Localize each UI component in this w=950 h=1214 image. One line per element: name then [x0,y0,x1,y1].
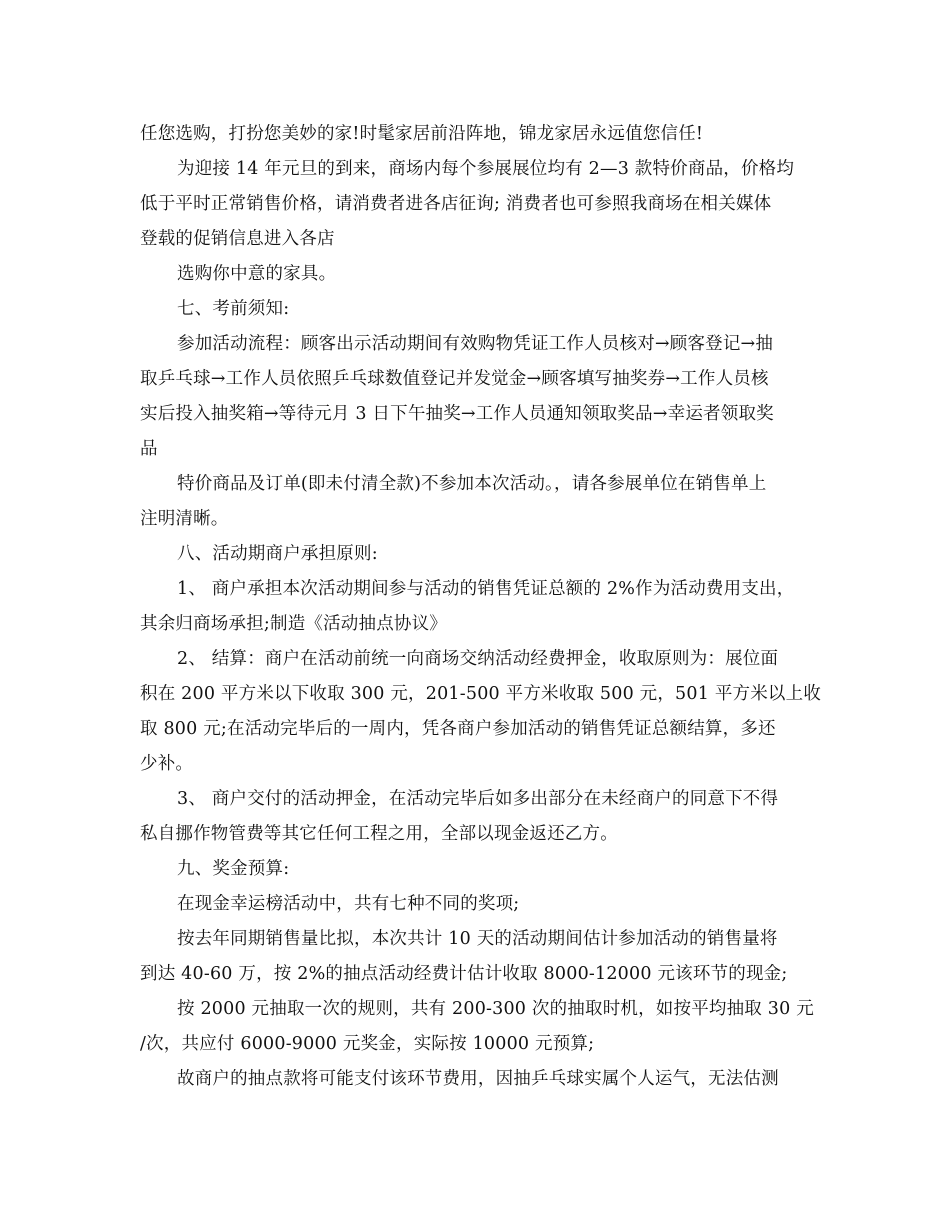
text-line: 到达 40-60 万，按 2%的抽点活动经费计估计收取 8000-12000 元该环节的现金; [140,964,788,984]
text-line: 取 800 元;在活动完毕后的一周内，凭各商户参加活动的销售凭证总额结算，多还 [140,719,776,739]
text-line: 注明清晰。 [140,509,229,529]
text-line: 任您选购，打扮您美妙的家!时髦家居前沿阵地，锦龙家居永远值您信任! [140,124,704,144]
text-line: 其余归商场承担;制造《活动抽点协议》 [140,614,447,634]
section-heading: 七、考前须知: [177,299,290,319]
text-line: 参加活动流程：顾客出示活动期间有效购物凭证工作人员核对→顾客登记→抽 [177,334,774,354]
text-line: 实后投入抽奖箱→等待元月 3 日下午抽奖→工作人员通知领取奖品→幸运者领取奖 [140,404,774,424]
text-line: 1、 商户承担本次活动期间参与活动的销售凭证总额的 2%作为活动费用支出， [177,579,795,599]
text-line: 特价商品及订单(即未付清全款)不参加本次活动。，请各参展单位在销售单上 [177,474,767,494]
text-line: 品 [140,439,158,459]
text-line: 私自挪作物管费等其它任何工程之用，全部以现金返还乙方。 [140,824,618,844]
text-line: 在现金幸运榜活动中，共有七种不同的奖项; [177,894,520,914]
text-line: 3、 商户交付的活动押金，在活动完毕后如多出部分在未经商户的同意下不得 [177,789,779,809]
text-line: /次，共应付 6000-9000 元奖金，实际按 10000 元预算; [140,1034,595,1054]
text-line: 登载的促销信息进入各店 [140,229,335,249]
text-line: 取乒乓球→工作人员依照乒乓球数值登记并发觉金→顾客填写抽奖券→工作人员核 [140,369,769,389]
text-line: 按去年同期销售量比拟，本次共计 10 天的活动期间估计参加活动的销售量将 [177,929,778,949]
text-line: 低于平时正常销售价格，请消费者进各店征询; 消费者也可参照我商场在相关媒体 [140,194,772,214]
text-line: 选购你中意的家具。 [177,264,337,284]
text-line: 积在 200 平方米以下收取 300 元，201-500 平方米收取 500 元，501 平方米以上收 [140,684,822,704]
text-line: 少补。 [140,754,194,774]
text-line: 按 2000 元抽取一次的规则，共有 200-300 次的抽取时机，如按平均抽取 30 元 [177,999,814,1019]
text-line: 故商户的抽点款将可能支付该环节费用，因抽乒乓球实属个人运气，无法估测 [177,1069,779,1089]
section-heading: 八、活动期商户承担原则: [177,544,378,564]
text-line: 为迎接 14 年元旦的到来，商场内每个参展展位均有 2—3 款特价商品，价格均 [177,159,795,179]
text-line: 2、 结算：商户在活动前统一向商场交纳活动经费押金，收取原则为：展位面 [177,649,779,669]
section-heading: 九、奖金预算: [177,859,290,879]
